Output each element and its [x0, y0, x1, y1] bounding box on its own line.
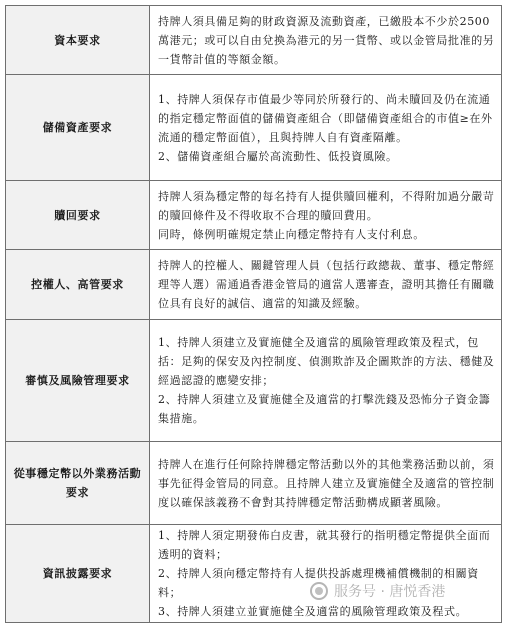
description-paragraph: 持牌人的控權人、關鍵管理人員（包括行政總裁、董事、穩定幣經理等人選）需通過香港金管局的適當人選審查，證明其擔任有關職位具有良好的誠信、適當的知識及經驗。	[158, 259, 495, 310]
requirement-label: 控權人、高管要求	[6, 250, 150, 320]
requirement-description	[150, 6, 502, 75]
table-row	[6, 181, 502, 250]
description-paragraph: 持牌人須具備足夠的財政資源及流動資產，已繳股本不少於2500萬港元；或可以自由兌換為港元的另一貨幣、或以金管局批准的另一貨幣計值的等額金額。	[158, 14, 495, 66]
table-row	[6, 6, 502, 75]
description-paragraph: 2、儲備資產組合屬於高流動性、低投資風險。	[158, 149, 398, 163]
description-paragraph: 1、持牌人須保存市值最少等同於所發行的、尚未贖回及仍在流通的指定穩定幣面值的儲備資產組合（即儲備資產組合的市值≥在外流通的穩定幣面值），且與持牌人自有資產隔離。	[158, 92, 493, 144]
wechat-logo-icon	[310, 582, 328, 600]
watermark	[310, 576, 506, 606]
description-paragraph: 持牌人須為穩定幣的每名持有人提供贖回權利，不得附加過分嚴苛的贖回條件及不得收取不合理的贖回費用。	[158, 189, 495, 222]
requirement-label: 審慎及風險管理要求	[6, 320, 150, 442]
watermark-text: 服务号 · 唐悦香港	[334, 584, 446, 600]
table-row	[6, 442, 502, 525]
requirement-description	[150, 75, 502, 181]
description-paragraph: 2、持牌人須向穩定幣持有人提供投訴處理機補償機制的相關資料；	[158, 567, 479, 599]
description-paragraph: 1、持牌人須定期發佈白皮書，就其發行的指明穩定幣提供全面而透明的資料；	[158, 529, 491, 561]
requirement-description	[150, 181, 502, 250]
requirement-label: 從事穩定幣以外業務活動要求	[6, 442, 150, 525]
description-paragraph: 同時，條例明確規定禁止向穩定幣持有人支付利息。	[158, 227, 425, 241]
description-paragraph: 3、持牌人須建立並實施健全及適當的風險管理政策及程式。	[158, 605, 468, 618]
table-row	[6, 320, 502, 442]
description-paragraph: 持牌人在進行任何除持牌穩定幣活動以外的其他業務活動以前，須事先征得金管局的同意。且持牌人建立及實施健全及適當的管控制度以確保該義務不會對其持牌穩定幣活動構成顯著風險。	[158, 457, 495, 509]
requirements-table	[5, 5, 502, 623]
requirement-label: 資本要求	[6, 6, 150, 75]
requirement-label: 贖回要求	[6, 181, 150, 250]
requirement-description	[150, 442, 502, 525]
table-row	[6, 250, 502, 320]
table-row	[6, 75, 502, 181]
requirement-label: 儲備資產要求	[6, 75, 150, 181]
requirement-label: 資訊披露要求	[6, 525, 150, 623]
description-paragraph: 1、持牌人須建立及實施健全及適當的風險管理政策及程式，包括：足夠的保安及內控制度、偵測欺詐及企圖欺詐的方法、穩健及經過認證的應變安排；	[158, 336, 495, 387]
description-paragraph: 2、持牌人須建立及實施健全及適當的打擊洗錢及恐怖分子資金籌集措施。	[158, 393, 491, 425]
requirement-description	[150, 250, 502, 320]
requirement-description	[150, 320, 502, 442]
